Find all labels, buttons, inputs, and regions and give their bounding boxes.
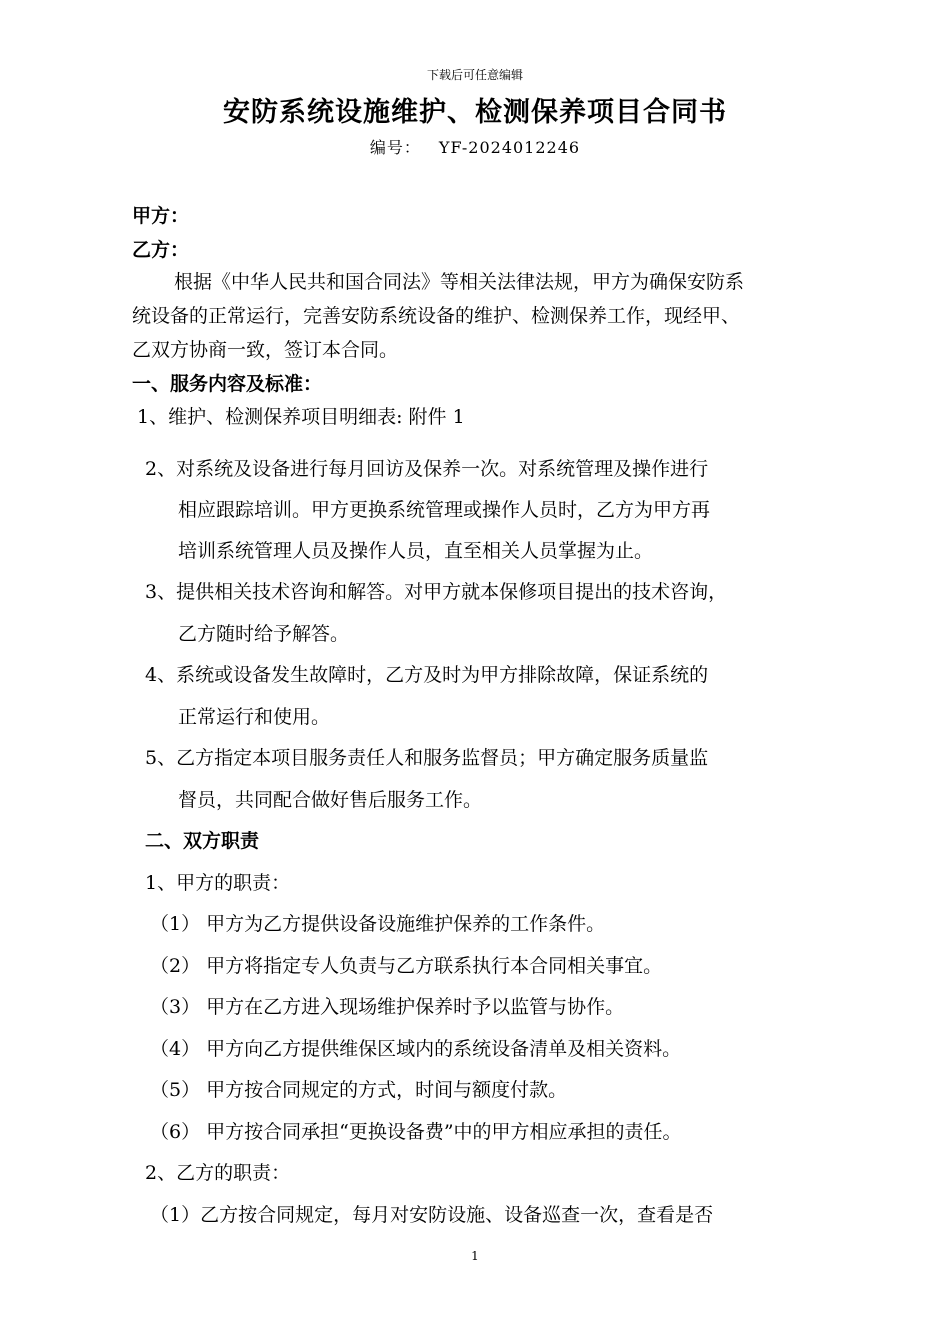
party-a-duty-item: （1） 甲方为乙方提供设备设施维护保养的工作条件。 [150, 913, 606, 935]
section-1-item: 督员，共同配合做好售后服务工作。 [178, 789, 483, 811]
section-1-item: 5、乙方指定本项目服务责任人和服务监督员；甲方确定服务质量监 [145, 747, 709, 769]
intro-line: 乙双方协商一致，签订本合同。 [132, 339, 399, 361]
party-a-label: 甲方： [132, 205, 190, 227]
section-1-item: 正常运行和使用。 [178, 706, 331, 728]
intro-line: 根据《中华人民共和国合同法》等相关法律法规，甲方为确保安防系 [174, 271, 745, 293]
party-a-duty-item: （6） 甲方按合同承担“更换设备费”中的甲方相应承担的责任。 [150, 1121, 682, 1143]
section-1-item: 乙方随时给予解答。 [178, 623, 350, 645]
document-number [0, 135, 950, 158]
section-1-item: 1、维护、检测保养项目明细表: 附件 1 [137, 406, 465, 428]
section-1-item: 2、对系统及设备进行每月回访及保养一次。对系统管理及操作进行 [145, 458, 709, 480]
party-a-duties-title: 1、甲方的职责： [145, 872, 291, 894]
document-number-value: YF-2024012246 [438, 138, 581, 157]
section-1-item: 培训系统管理人员及操作人员，直至相关人员掌握为止。 [178, 540, 654, 562]
section-1-heading: 一、服务内容及标准： [132, 373, 323, 395]
party-a-duty-item: （3） 甲方在乙方进入现场维护保养时予以监管与协作。 [150, 996, 625, 1018]
intro-line: 统设备的正常运行，完善安防系统设备的维护、检测保养工作，现经甲、 [132, 305, 741, 327]
section-2-heading: 二、双方职责 [145, 830, 260, 852]
party-a-duty-item: （5） 甲方按合同规定的方式，时间与额度付款。 [150, 1079, 568, 1101]
section-1-item: 3、提供相关技术咨询和解答。对甲方就本保修项目提出的技术咨询， [145, 581, 728, 603]
party-a-duty-item: （4） 甲方向乙方提供维保区域内的系统设备清单及相关资料。 [150, 1038, 682, 1060]
party-b-duty-item: （1）乙方按合同规定，每月对安防设施、设备巡查一次，查看是否 [150, 1204, 714, 1226]
header-note: 下载后可任意编辑 [426, 68, 523, 82]
document-title: 安防系统设施维护、检测保养项目合同书 [223, 97, 727, 128]
party-b-duties-title: 2、乙方的职责： [145, 1162, 291, 1184]
party-b-label: 乙方： [132, 239, 190, 261]
section-1-item: 4、系统或设备发生故障时，乙方及时为甲方排除故障，保证系统的 [145, 664, 709, 686]
document-number-label: 编号： [369, 138, 421, 157]
section-1-item: 相应跟踪培训。甲方更换系统管理或操作人员时，乙方为甲方再 [178, 499, 711, 521]
page-number: 1 [471, 1249, 479, 1263]
party-a-duty-item: （2） 甲方将指定专人负责与乙方联系执行本合同相关事宜。 [150, 955, 663, 977]
